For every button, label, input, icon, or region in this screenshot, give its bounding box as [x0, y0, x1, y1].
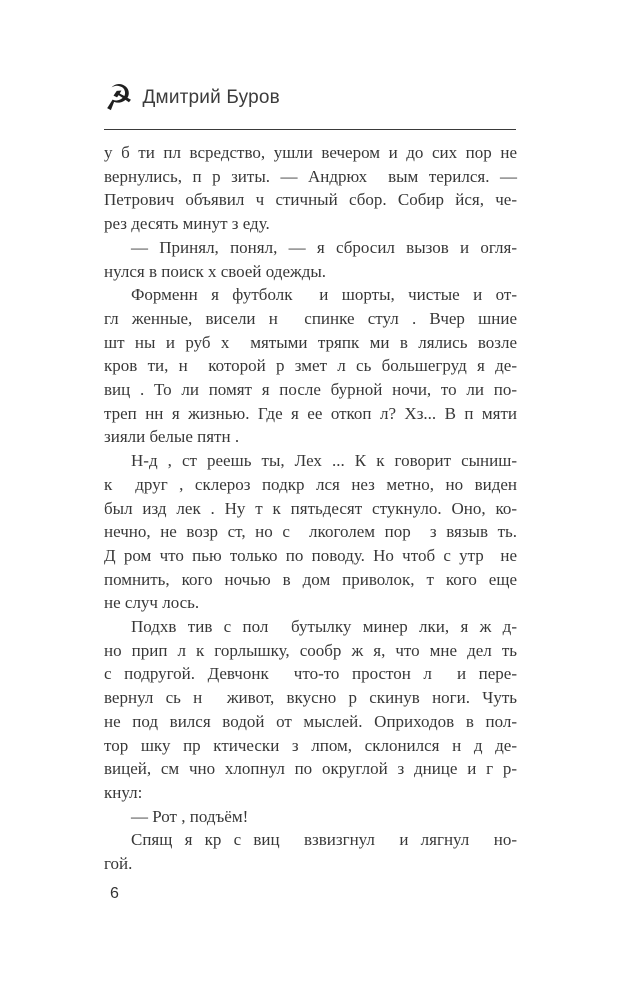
text-line: Форменн я футболк и шорты, чистые и от- — [131, 285, 517, 305]
text-line: гл женные, висели н спинке стул . Вчер шние — [104, 308, 517, 328]
text-line: помнить, кого ночью в дом приволок, т кого еще — [104, 569, 517, 589]
text-line: Д ром что пью только по поводу. Но чтоб с утр не — [104, 545, 517, 565]
text-line: не под вился водой от мыслей. Оприходов в пол- — [104, 711, 517, 731]
paragraph — [104, 236, 517, 283]
text-line: шт ны и руб х мятыми тряпк ми в лялись возле — [104, 332, 517, 352]
text-line: — Рот , подъём! — [131, 806, 249, 826]
text-line: зияли белые пятн . — [104, 427, 240, 447]
text-line: Петрович объявил ч стичный сбор. Собир йся, че- — [104, 190, 517, 210]
paragraph — [104, 449, 517, 615]
text-line: нечно, не возр ст, но с лкоголем пор з вязыв ть. — [104, 522, 517, 542]
hammer-and-sickle-icon: ☭ — [100, 76, 137, 120]
header-divider — [104, 129, 516, 130]
text-line: с подругой. Девчонк что-то простон л и пере- — [104, 664, 517, 684]
text-line: но прип л к горлышку, сообр ж я, что мне дел ть — [104, 640, 517, 660]
text-line: виц . То ли помят я после бурной ночи, то ли по- — [104, 380, 517, 400]
text-line: тор шку пр ктически з лпом, склонился н д де- — [104, 735, 517, 755]
text-line: кров ти, н которой р змет л сь большегруд я де- — [104, 356, 517, 376]
text-line: был изд лек . Ну т к пятьдесят стукнуло. Оно, ко- — [104, 498, 517, 518]
body-text — [104, 141, 517, 876]
text-line: кнул: — [104, 782, 143, 802]
text-line: к друг , склероз подкр лся нез метно, но виден — [104, 474, 517, 494]
text-line: вернул сь н живот, вкусно р скинув ноги. Чуть — [104, 688, 517, 708]
text-line: рез десять минут з еду. — [104, 214, 270, 234]
text-line: не случ лось. — [104, 593, 200, 613]
paragraph — [104, 283, 517, 449]
text-line: вицей, см чно хлопнул по округлой з днице и г р- — [104, 759, 517, 779]
text-line: Подхв тив с пол бутылку минер лки, я ж д- — [131, 617, 517, 637]
paragraph — [104, 805, 517, 829]
paragraph — [104, 828, 517, 875]
paragraph — [104, 141, 517, 236]
text-line: гой. — [104, 854, 133, 874]
paragraph — [104, 615, 517, 805]
page-number: 6 — [110, 885, 119, 902]
text-line: нулся в поиск х своей одежды. — [104, 261, 327, 281]
text-line: треп нн я жизнью. Где я ее откоп л? Хз... В п мяти — [104, 403, 517, 423]
text-line: вернулись, п р зиты. — Андрюх вым терился. — — [104, 166, 517, 186]
text-line: Спящ я кр с виц взвизгнул и лягнул но- — [131, 830, 517, 850]
page-header — [100, 76, 517, 120]
author-name: Дмитрий Буров — [142, 87, 280, 108]
text-line: Н-д , ст реешь ты, Лех ... К к говорит сыниш- — [131, 451, 517, 471]
text-line: — Принял, понял, — я сбросил вызов и огля- — [131, 237, 517, 257]
text-line: у б ти пл всредство, ушли вечером и до сих пор не — [104, 143, 517, 162]
